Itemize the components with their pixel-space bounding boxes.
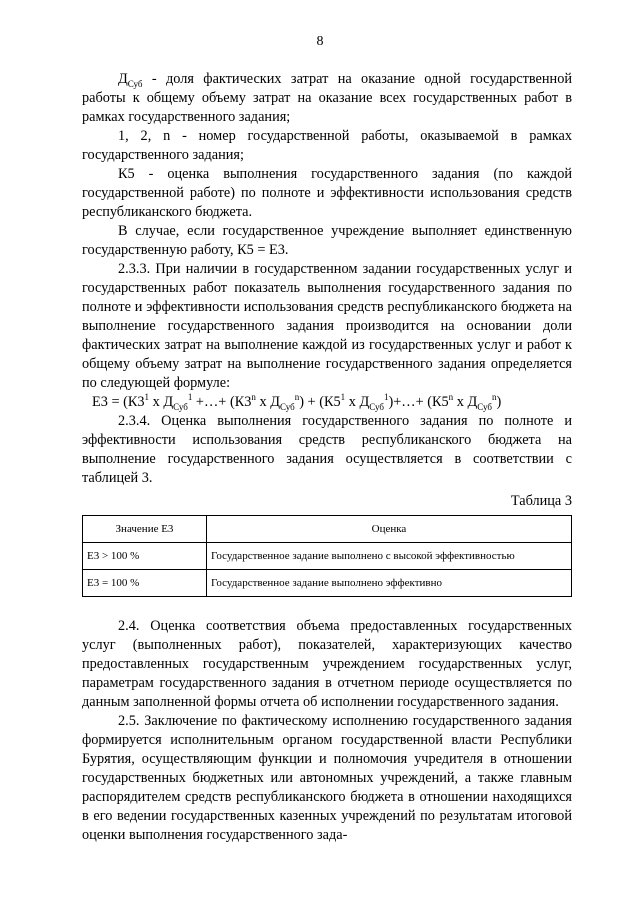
table-cell: Е3 > 100 % xyxy=(83,543,207,570)
formula-term: (К5 xyxy=(319,394,341,410)
formula-sub: Суб xyxy=(173,401,188,412)
formula-op: ) xyxy=(496,394,502,410)
formula-term: х Д xyxy=(255,394,280,410)
formula-sup: n xyxy=(491,392,497,403)
formula-term: х Д xyxy=(149,394,174,410)
formula-sup: 1 xyxy=(144,392,150,403)
definition-numbers: 1, 2, n - номер государственной работы, оказываемой в рамках государственного задания; xyxy=(82,128,572,163)
table-row xyxy=(83,543,572,570)
formula-sub: Суб xyxy=(369,401,384,412)
page-number: 8 xyxy=(316,34,324,49)
dsub-symbol: Д xyxy=(118,71,128,87)
formula-term: х Д xyxy=(453,394,478,410)
table-cell: Государственное задание выполнено эффективно xyxy=(207,570,572,597)
formula-sub: Суб xyxy=(279,401,295,412)
dsub-subscript: Суб xyxy=(127,78,143,89)
table-caption: Таблица 3 xyxy=(510,493,572,509)
formula-sup: n xyxy=(448,392,454,403)
definition-dsub xyxy=(82,70,572,127)
formula-sub: Суб xyxy=(477,401,492,412)
definition-k5: К5 - оценка выполнения государственного задания (по каждой государственной работе) по полноте и эффективности использования средств республиканского бюджета. xyxy=(82,166,572,220)
single-work-case: В случае, если государственное учреждение выполняет единственную государственную работу, К5 = Е3. xyxy=(82,223,572,258)
formula-op: +…+ xyxy=(192,394,230,410)
formula-lhs: Е3 = xyxy=(92,394,124,410)
table-header-cell: Значение Е3 xyxy=(83,516,207,543)
paragraph-2-3-3: 2.3.3. При наличии в государственном задании государственных услуг и государственных работ показатель выполнения государственного задания по полноте и эффективности использования средств республиканского бюджета на выполнение государственного задания производится на основании доли фактических затрат на выполнение каждой из государственных услуг и работ к общему объему затрат на выполнение государственного задания определяется по следующей формуле: xyxy=(82,261,572,391)
formula-term: (К3 xyxy=(229,394,252,410)
table-row xyxy=(83,570,572,597)
table-cell: Государственное задание выполнено с высокой эффективностью xyxy=(207,543,572,570)
formula-term: х Д xyxy=(345,394,370,410)
formula-sup: 1 xyxy=(383,392,389,403)
document-body xyxy=(82,70,572,845)
table-header-row xyxy=(83,516,572,543)
table-cell: Е3 = 100 % xyxy=(83,570,207,597)
formula-sup: 1 xyxy=(340,392,346,403)
paragraph-2-4: 2.4. Оценка соответствия объема предоставленных государственных услуг (выполненных работ), показателей, характеризующих качество предоставленных государственным учреждением государственных услуг, параметрам государственного задания в отчетном периоде осуществляется по данным заполненной формы отчета об исполнении государственного задания. xyxy=(82,618,572,710)
formula-sup: 1 xyxy=(187,392,193,403)
dsub-text: - доля фактических затрат на оказание одной государственной работы к общему объему затрат на оказание всех государственных работ в рамках государственного задания; xyxy=(82,71,572,125)
evaluation-table xyxy=(82,515,572,597)
paragraph-2-5: 2.5. Заключение по фактическому исполнению государственного задания формируется исполнительным органом государственной власти Республики Бурятия, осуществляющим функции и полномочия учредителя в отношении государственных бюджетных или автономных учреждений, а также главным распорядителем средств республиканского бюджета в отношении находящихся в его ведении государственных казенных учреждений по результатам итоговой оценки выполнения государственного зада- xyxy=(82,713,572,843)
formula-sup: n xyxy=(251,392,256,403)
formula-term: (К5 xyxy=(427,394,449,410)
paragraph-2-3-4: 2.3.4. Оценка выполнения государственного задания по полноте и эффективности использования средств республиканского бюджета на выполнение государственного задания осуществляется в соответствии с таблицей 3. xyxy=(82,413,572,486)
formula-sup: n xyxy=(294,392,300,403)
formula-op: ) + xyxy=(299,394,320,410)
formula-op: )+…+ xyxy=(388,394,428,410)
table-header-cell: Оценка xyxy=(207,516,572,543)
formula-e3 xyxy=(82,393,572,412)
formula-term: (К3 xyxy=(123,394,145,410)
